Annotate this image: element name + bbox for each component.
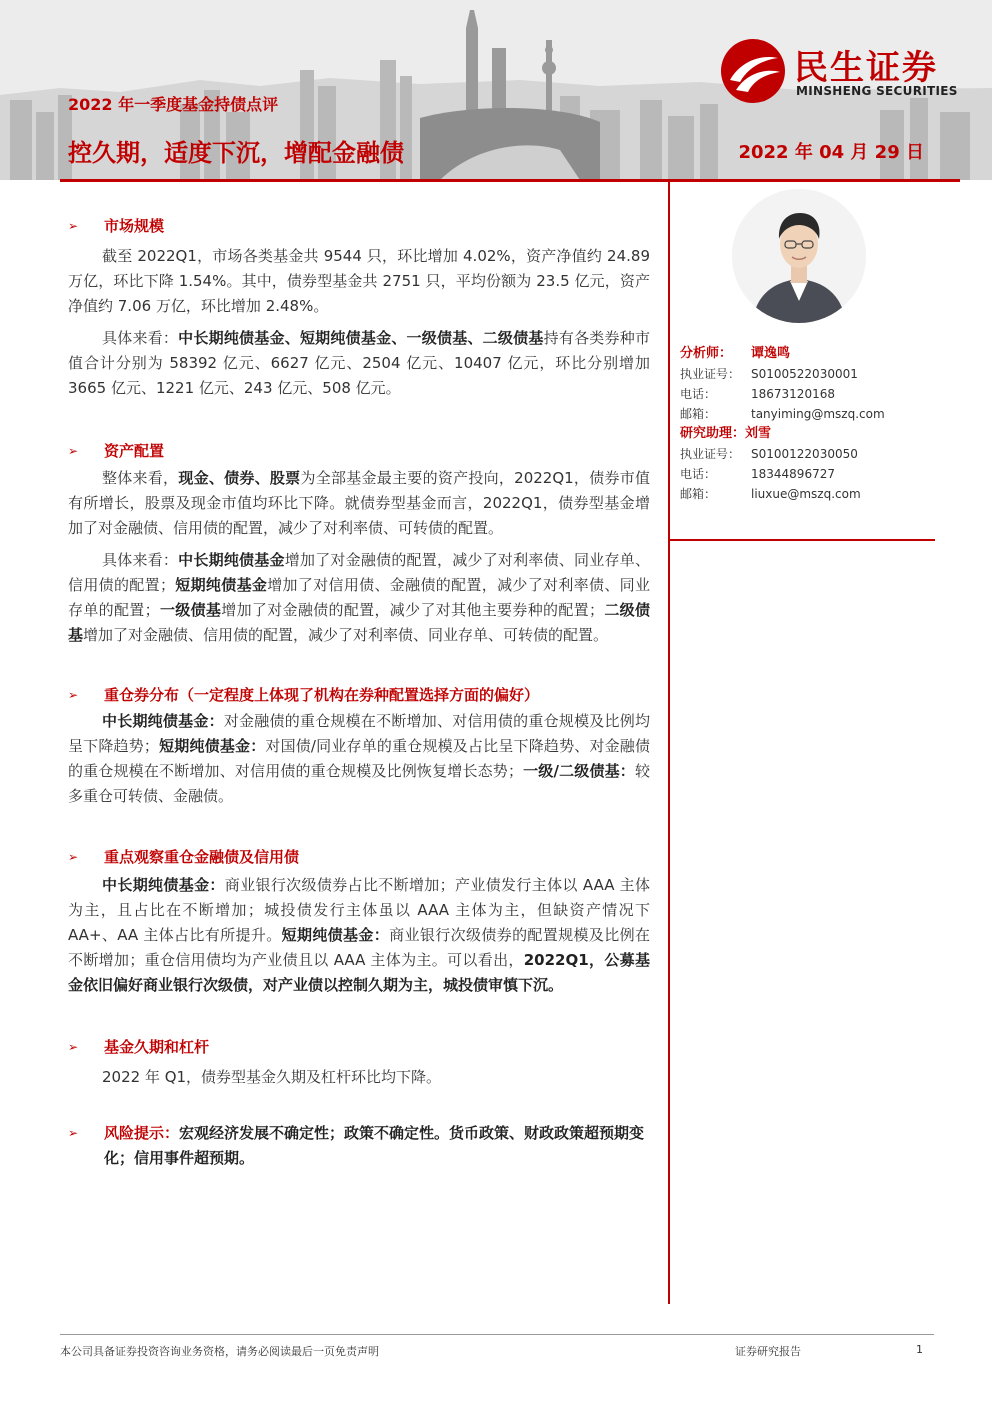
page-number: 1	[916, 1343, 923, 1356]
section-duration-leverage	[68, 1035, 650, 1090]
assistant-name: 刘雪	[745, 426, 772, 441]
bold-text-run: 现金、债券、股票	[178, 469, 301, 487]
paragraph	[68, 1065, 650, 1090]
text-run: 为全部基金最主要的资产投向，2022Q1，债券市值有所增长，股票及现金市值均环比下降。就债券型基金而言，2022Q1，债券型基金增加了对金融债、信用债的配置，减少了对利率债、可转债的配置。	[68, 469, 650, 537]
paragraph	[68, 326, 650, 401]
text-run: 增加了对金融债、信用债的配置，减少了对利率债、同业存单、可转债的配置。	[83, 626, 609, 644]
text-run: 截至 2022Q1，市场各类基金共 9544 只，环比增加 4.02%，资产净值约 24.89 万亿，环比下降 1.54%。其中，债券型基金共 2751 只，平均份额为 23.5 亿元，资产净值约 7.06 万亿，环比增加 2.48%。	[68, 247, 650, 315]
company-logo	[718, 36, 968, 106]
text-run: 增加了对金融债的配置，减少了对利率债、同业存单、信用债的配置；	[68, 551, 650, 594]
logo-chinese-name: 民生证券	[794, 48, 938, 88]
chevron-right-icon: ➢	[68, 1040, 79, 1054]
assistant-phone-row: 电话： 18344896727	[680, 467, 835, 481]
analyst-name: 谭逸鸣	[751, 346, 791, 361]
paragraph	[68, 873, 650, 998]
analyst-label: 分析师：	[680, 346, 733, 361]
section-heading: ➢ 重点观察重仓金融债及信用债	[68, 845, 650, 869]
analyst-license-row: 执业证号： S0100522030001	[680, 367, 858, 381]
bold-text-run: 中长期纯债基金：	[102, 712, 224, 730]
footer-divider	[60, 1334, 934, 1335]
chevron-right-icon: ➢	[68, 219, 79, 233]
main-content	[68, 214, 650, 1171]
analyst-name-row	[680, 344, 940, 364]
text-run: 对金融债的重仓规模在不断增加、对信用债的重仓规模及比例均呈下降趋势；	[68, 712, 650, 755]
risk-text: 宏观经济发展不确定性；政策不确定性。货币政策、财政政策超预期变化；信用事件超预期。	[104, 1124, 645, 1167]
analyst-photo	[732, 189, 866, 323]
bold-text-run: 短期纯债基金	[174, 576, 268, 594]
chevron-right-icon: ➢	[68, 850, 79, 864]
section-top-holdings	[68, 683, 650, 809]
header-divider	[60, 179, 960, 182]
assistant-license-row: 执业证号： S0100122030050	[680, 447, 858, 461]
bold-text-run: 中长期纯债基金：	[102, 876, 225, 894]
section-key-observation	[68, 845, 650, 998]
section-asset-allocation	[68, 439, 650, 648]
sidebar-divider	[670, 539, 935, 541]
analyst-email-row: 邮箱： tanyiming@mszq.com	[680, 407, 885, 421]
section-heading: ➢ 市场规模	[68, 214, 650, 238]
text-run: 增加了对信用债、金融债的配置，减少了对利率债、同业存单的配置；	[68, 576, 650, 619]
text-run: 商业银行次级债券占比不断增加；产业债发行主体以 AAA 主体为主，且占比在不断增加；城投债发行主体虽以 AAA 主体为主，但缺资产情况下 AA+、AA 主体占比有所提升。	[68, 876, 650, 944]
paragraph	[68, 709, 650, 809]
risk-warning	[68, 1121, 650, 1171]
column-divider	[668, 182, 670, 1304]
section-heading: ➢ 重仓券分布（一定程度上体现了机构在券种配置选择方面的偏好）	[68, 683, 650, 707]
assistant-label: 研究助理：	[680, 426, 746, 441]
bold-text-run: 2022Q1，公募基金依旧偏好商业银行次级债，对产业债以控制久期为主，城投债审慎下沉。	[68, 951, 650, 994]
footer-disclaimer: 本公司具备证券投资咨询业务资格，请务必阅读最后一页免责声明	[60, 1345, 379, 1358]
bold-text-run: 中长期纯债基金、短期纯债基金、一级债基、二级债基	[178, 329, 544, 347]
text-run: 增加了对金融债的配置，减少了对其他主要券种的配置；	[221, 601, 604, 619]
footer-doc-type: 证券研究报告	[735, 1345, 801, 1358]
assistant-name-row	[680, 424, 940, 444]
bold-text-run: 一级/二级债基：	[522, 762, 635, 780]
text-run: 具体来看：	[102, 551, 179, 569]
section-market-size	[68, 214, 650, 401]
assistant-email-row: 邮箱： liuxue@mszq.com	[680, 487, 861, 501]
chevron-right-icon: ➢	[68, 444, 79, 458]
report-date: 2022 年 04 月 29 日	[738, 142, 924, 163]
text-run: 具体来看：	[102, 329, 179, 347]
analyst-contacts	[680, 344, 940, 504]
analyst-portrait-image	[732, 189, 866, 323]
paragraph	[68, 244, 650, 319]
report-title: 控久期，适度下沉，增配金融债	[68, 139, 404, 167]
paragraph	[68, 548, 650, 648]
minsheng-logo-icon	[718, 36, 788, 106]
logo-english-name: MINSHENG SECURITIES	[796, 84, 958, 98]
risk-label: 风险提示：	[104, 1124, 180, 1142]
chevron-right-icon: ➢	[68, 688, 79, 702]
text-run: 较多重仓可转债、金融债。	[68, 762, 650, 805]
text-run: 商业银行次级债券的配置规模及比例在不断增加；重仓信用债均为产业债且以 AAA 主体为主。可以看出，	[68, 926, 650, 969]
bold-text-run: 短期纯债基金：	[281, 926, 390, 944]
section-heading: ➢ 基金久期和杠杆	[68, 1035, 650, 1059]
bold-text-run: 二级债基	[68, 601, 650, 644]
section-risk	[68, 1121, 650, 1171]
bold-text-run: 中长期纯债基金	[178, 551, 285, 569]
header-banner	[0, 0, 992, 180]
text-run: 2022 年 Q1，债券型基金久期及杠杆环比均下降。	[102, 1068, 442, 1086]
bold-text-run: 一级债基	[159, 601, 222, 619]
section-heading: ➢ 资产配置	[68, 439, 650, 463]
text-run: 对国债/同业存单的重仓规模及占比呈下降趋势、对金融债的重仓规模在不断增加、对信用债的重仓规模及比例恢复增长态势；	[68, 737, 650, 780]
bold-text-run: 短期纯债基金：	[158, 737, 266, 755]
report-series: 2022 年一季度基金持债点评	[68, 95, 279, 114]
analyst-phone-row: 电话： 18673120168	[680, 387, 835, 401]
chevron-right-icon: ➢	[68, 1126, 79, 1140]
text-run: 持有各类券种市值合计分别为 58392 亿元、6627 亿元、2504 亿元、10407 亿元，环比分别增加 3665 亿元、1221 亿元、243 亿元、508 亿元。	[68, 329, 650, 397]
paragraph	[68, 466, 650, 541]
text-run: 整体来看，	[102, 469, 179, 487]
